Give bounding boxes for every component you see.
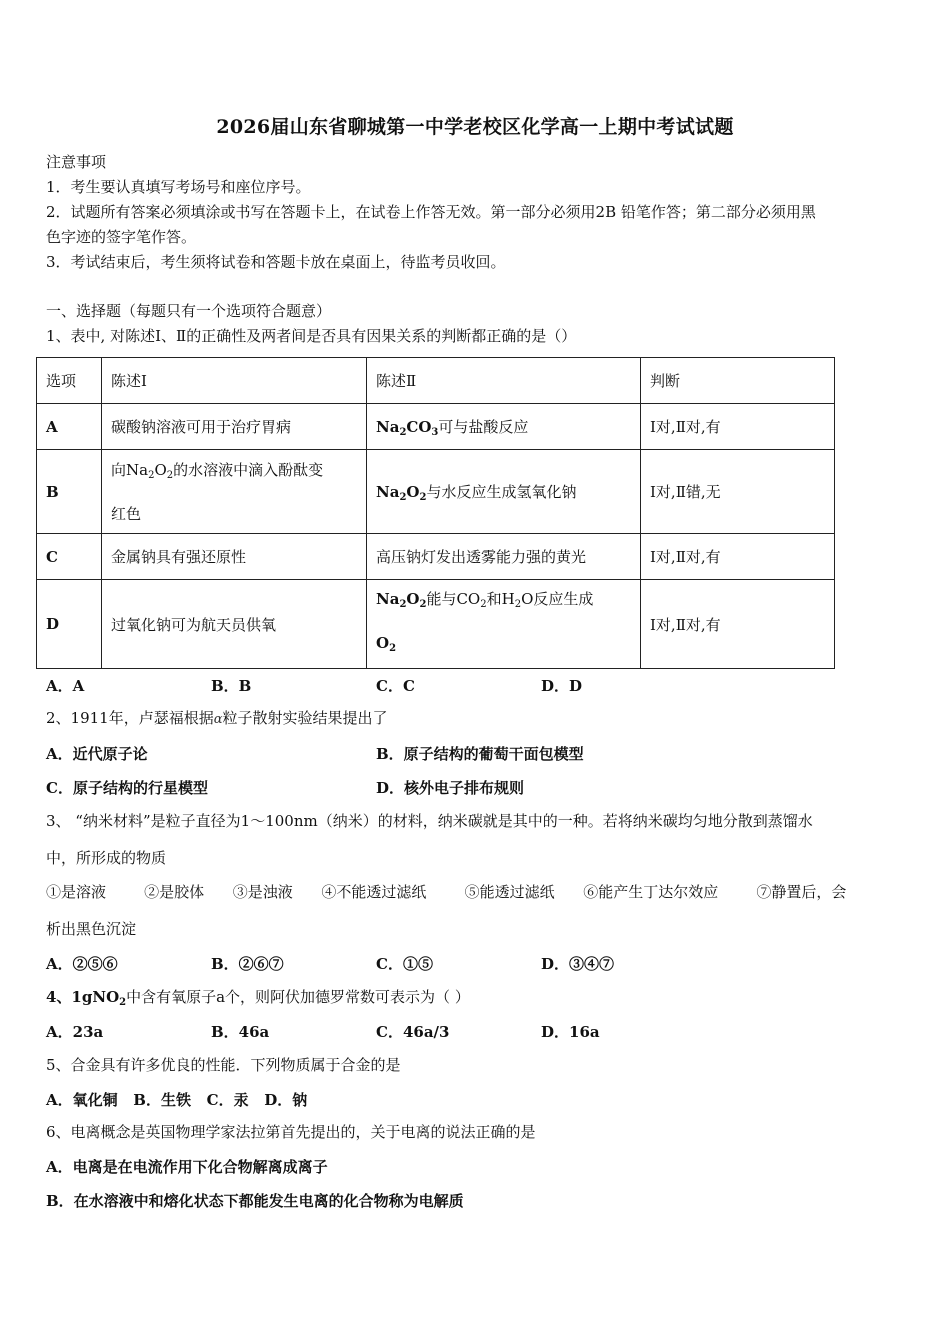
statement-item: ⑦静置后，会 <box>756 883 847 901</box>
notice-item: 色字迹的签字笔作答。 <box>46 228 197 246</box>
answer-option: B．在水溶液中和熔化状态下都能发生电离的化合物称为电解质 <box>46 1192 464 1210</box>
notice-item: 2．试题所有答案必须填涂或书写在答题卡上，在试卷上作答无效。第一部分必须用2B 铅笔作答；第二部分必须用黑 <box>46 203 816 221</box>
statement-text: 红色 <box>111 504 142 523</box>
formula-text: Na <box>376 590 400 608</box>
answer-option: B．46a <box>211 1023 270 1041</box>
question-3-items <box>46 882 846 902</box>
answer-option: A．②⑤⑥ <box>46 955 118 973</box>
answer-option: A．23a <box>46 1023 104 1041</box>
answer-option: C．46a/3 <box>376 1023 450 1041</box>
subscript: 2 <box>389 643 397 654</box>
formula-text: O <box>406 482 420 501</box>
stem-text: 4、1gNO <box>46 988 120 1006</box>
answer-option: D．16a <box>541 1023 600 1041</box>
statement-text: O <box>154 460 167 479</box>
subscript: 3 <box>431 426 439 438</box>
header-cell: 判断 <box>641 358 835 404</box>
statement-item: ②是胶体 <box>144 883 205 901</box>
answer-option: A．A <box>46 677 85 695</box>
subscript: 2 <box>148 469 155 481</box>
answer-option: B．原子结构的葡萄干面包模型 <box>376 745 584 763</box>
notice-item: 3．考试结束后，考生须将试卷和答题卡放在桌面上，待监考员收回。 <box>46 253 506 271</box>
subscript: 2 <box>480 599 487 610</box>
statement-text: 和H <box>486 590 515 608</box>
option-cell: B <box>37 450 102 534</box>
judgement-cell: Ⅰ对,Ⅱ对,有 <box>641 404 835 450</box>
formula-text: CO <box>406 417 432 436</box>
table-row <box>37 534 835 580</box>
statement-2-cell <box>367 580 641 669</box>
statement-2-cell <box>367 404 641 450</box>
answer-option: C．原子结构的行星模型 <box>46 779 208 797</box>
statement-item: ⑥能产生丁达尔效应 <box>583 883 719 901</box>
statement-1-cell <box>102 450 367 534</box>
question-6-stem: 6、电离概念是英国物理学家法拉第首先提出的，关于电离的说法正确的是 <box>46 1123 536 1141</box>
statement-1-cell: 碳酸钠溶液可用于治疗胃病 <box>102 404 367 450</box>
question-3-stem: 析出黑色沉淀 <box>46 920 137 938</box>
statement-item: ①是溶液 <box>46 883 107 901</box>
statement-item: ③是浊液 <box>232 883 293 901</box>
subscript: 2 <box>119 997 127 1008</box>
question-3-stem: 3、 “纳米材料”是粒子直径为1～100nm（纳米）的材料，纳米碳就是其中的一种。若将纳米碳均匀地分散到蒸馏水 <box>46 812 813 830</box>
formula-text: O <box>406 590 420 608</box>
answer-option: A．电离是在电流作用下化合物解离成离子 <box>46 1158 328 1176</box>
question-3-stem: 中，所形成的物质 <box>46 849 167 867</box>
subscript: 2 <box>514 599 522 610</box>
alpha-symbol: α <box>213 712 223 727</box>
answer-option: C．①⑤ <box>376 955 433 973</box>
statement-text: 向Na <box>111 460 149 479</box>
formula-text: Na <box>376 482 400 501</box>
stem-text: 中含有氧原子a个，则阿伏加德罗常数可表示为（ ） <box>126 988 470 1006</box>
notice-heading: 注意事项 <box>46 153 107 171</box>
option-cell: D <box>37 580 102 669</box>
answer-option: D．核外电子排布规则 <box>376 779 525 797</box>
subscript: 2 <box>419 599 427 610</box>
formula-text: O <box>376 634 390 652</box>
notice-item: 1．考生要认真填写考场号和座位序号。 <box>46 178 311 196</box>
formula-text: Na <box>376 417 400 436</box>
header-cell: 陈述Ⅱ <box>367 358 641 404</box>
statement-text: 可与盐酸反应 <box>438 417 529 436</box>
stem-text: 2、1911年，卢瑟福根据 <box>46 709 214 727</box>
answer-option: A．近代原子论 <box>46 745 148 763</box>
statement-text: O反应生成 <box>521 590 594 608</box>
statement-2-cell <box>367 450 641 534</box>
table-row <box>37 404 835 450</box>
statement-text: 能与CO <box>426 590 481 608</box>
page-title: 2026届山东省聊城第一中学老校区化学高一上期中考试试题 <box>216 116 734 138</box>
question-4-stem <box>46 987 470 1013</box>
header-cell: 选项 <box>37 358 102 404</box>
statement-1-cell: 过氧化钠可为航天员供氧 <box>102 580 367 669</box>
judgement-cell: Ⅰ对,Ⅱ对,有 <box>641 580 835 669</box>
header-cell: 陈述Ⅰ <box>102 358 367 404</box>
subscript: 2 <box>399 491 407 503</box>
table-row <box>37 450 835 534</box>
table-header-row <box>37 358 835 404</box>
stem-text: 粒子散射实验结果提出了 <box>222 709 388 727</box>
statement-1-cell: 金属钠具有强还原性 <box>102 534 367 580</box>
option-cell: C <box>37 534 102 580</box>
answer-option: B．B <box>211 677 252 695</box>
question-1-stem: 1、表中, 对陈述Ⅰ、Ⅱ的正确性及两者间是否具有因果关系的判断都正确的是（） <box>46 327 577 345</box>
answer-option: D．③④⑦ <box>541 955 615 973</box>
subscript: 2 <box>399 599 407 610</box>
subscript: 2 <box>419 491 427 503</box>
option-cell: A <box>37 404 102 450</box>
judgement-cell: Ⅰ对,Ⅱ错,无 <box>641 450 835 534</box>
statement-text: 的水溶液中滴入酚酞变 <box>173 460 324 479</box>
statement-text: 与水反应生成氢氧化钠 <box>426 482 577 501</box>
answer-option: D．D <box>541 677 583 695</box>
section-heading: 一、选择题（每题只有一个选项符合题意） <box>46 302 332 320</box>
answer-options: A．氧化铜 B．生铁 C．汞 D．钠 <box>46 1091 308 1109</box>
statement-item: ⑤能透过滤纸 <box>464 883 555 901</box>
question-1-table <box>36 357 835 669</box>
answer-option: B．②⑥⑦ <box>211 955 284 973</box>
table-row <box>37 580 835 669</box>
answer-option: C．C <box>376 677 415 695</box>
subscript: 2 <box>166 469 174 481</box>
subscript: 2 <box>399 426 407 438</box>
question-5-stem: 5、合金具有许多优良的性能．下列物质属于合金的是 <box>46 1056 401 1074</box>
judgement-cell: Ⅰ对,Ⅱ对,有 <box>641 534 835 580</box>
statement-2-cell: 高压钠灯发出透雾能力强的黄光 <box>367 534 641 580</box>
statement-item: ④不能透过滤纸 <box>321 883 427 901</box>
question-2-stem <box>46 708 388 730</box>
